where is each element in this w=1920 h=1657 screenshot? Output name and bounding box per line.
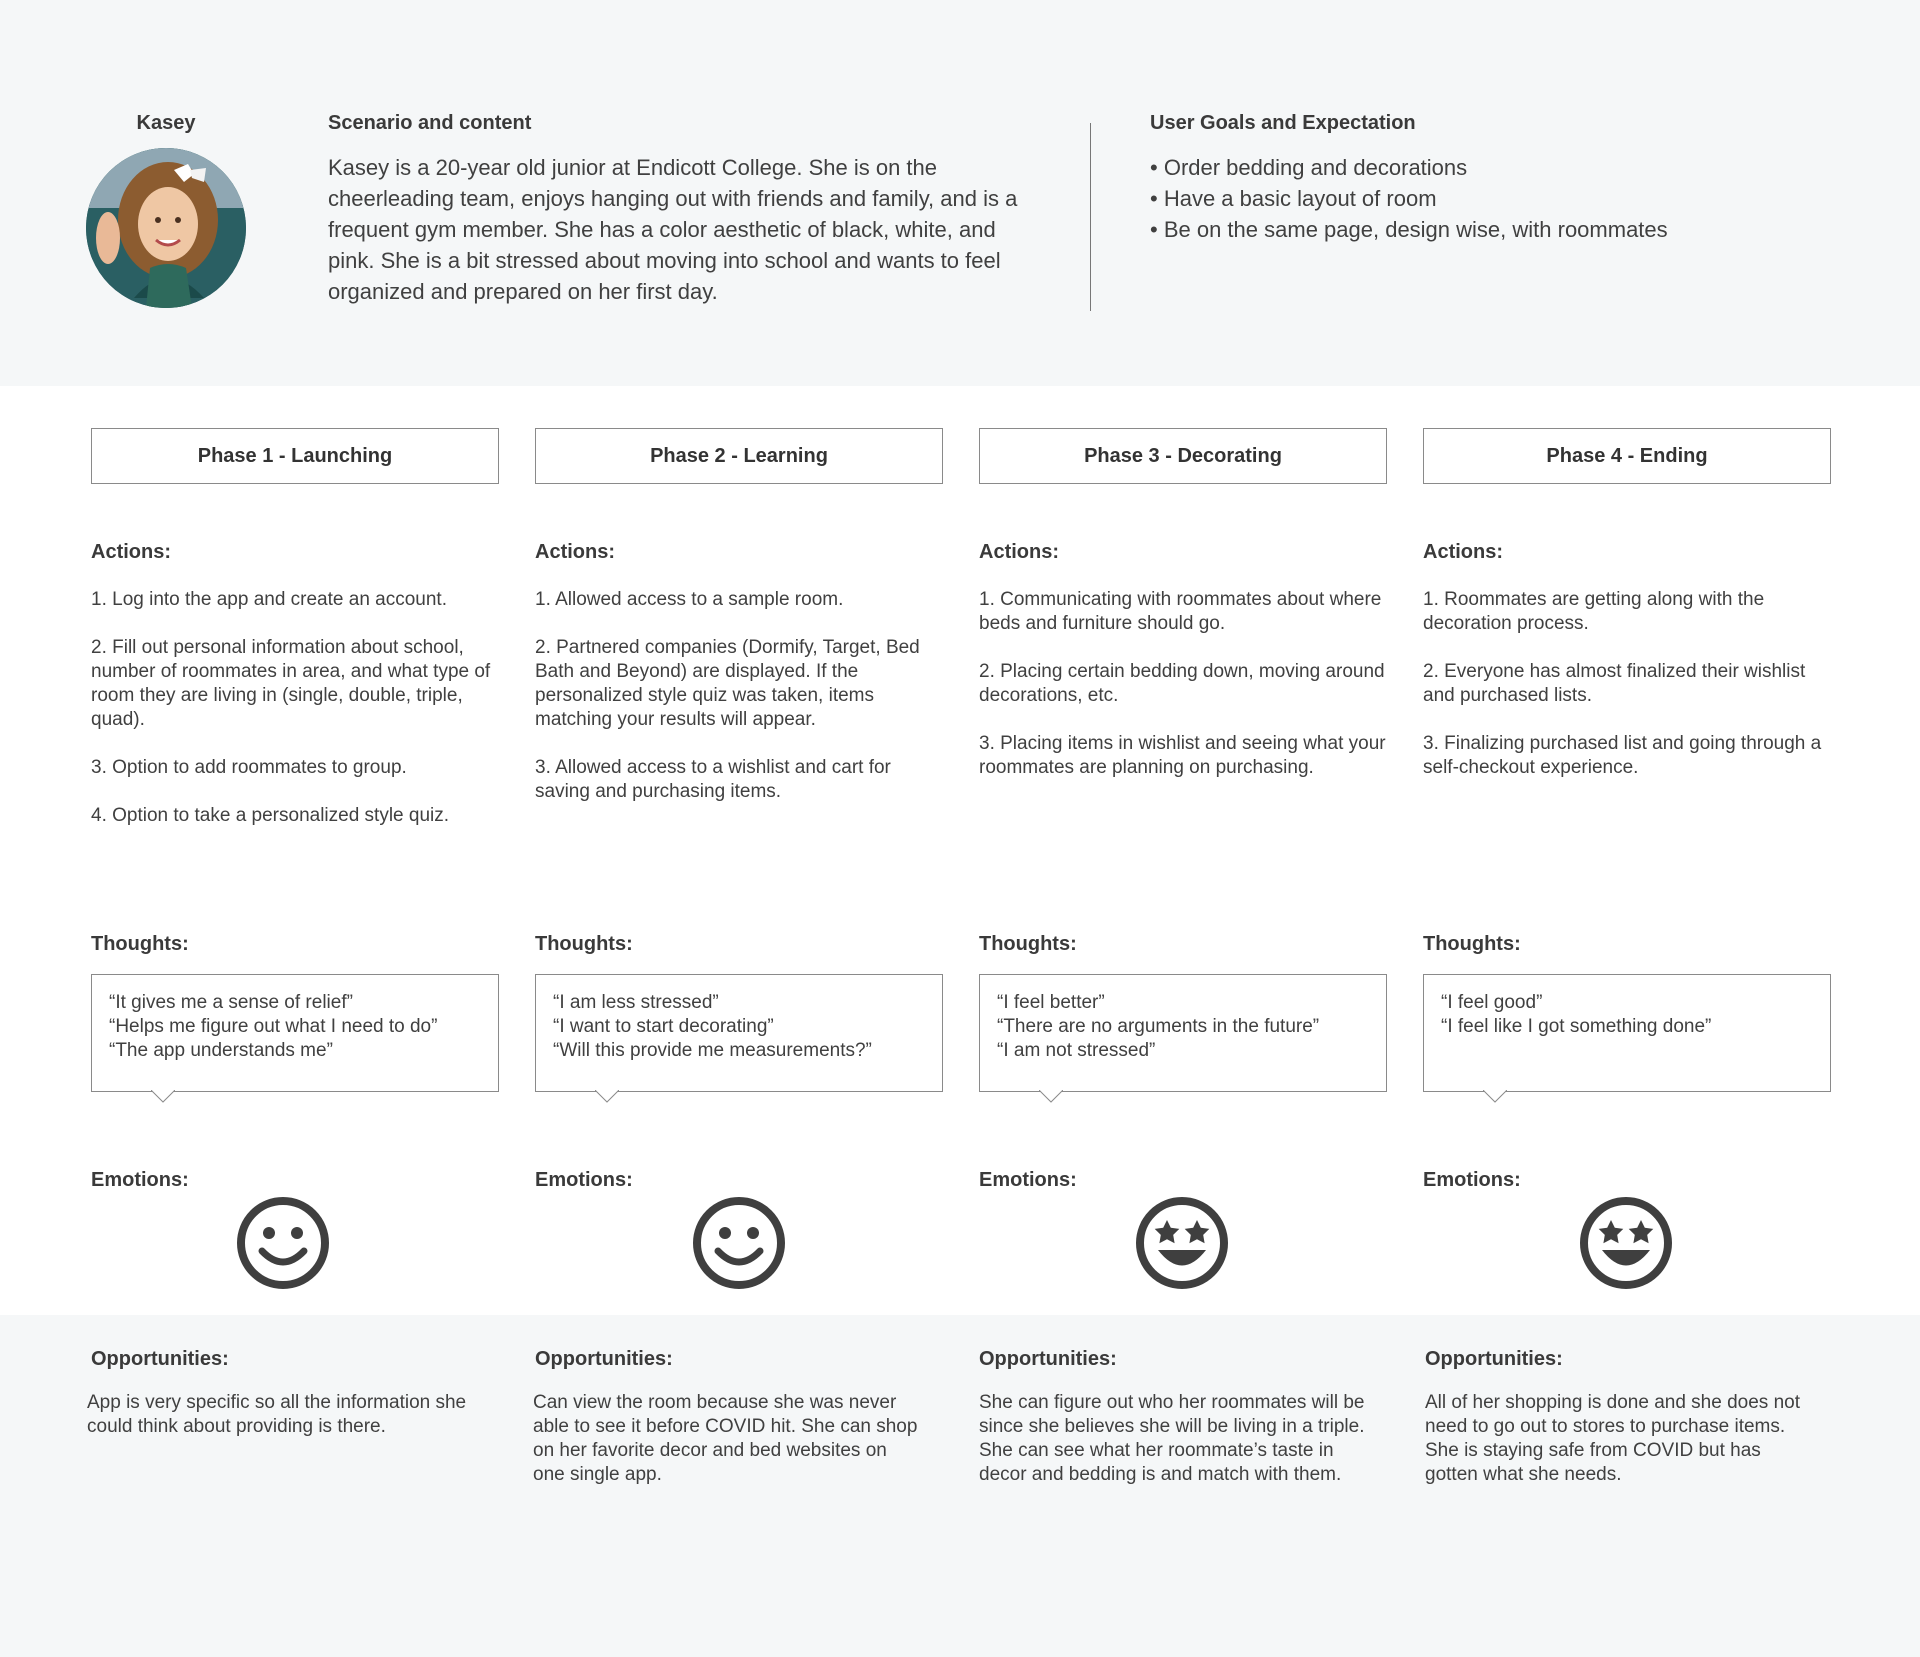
opportunities-label: Opportunities: [1425,1348,1563,1370]
action-item: 2. Partnered companies (Dormify, Target, Bed Bath and Beyond) are displayed. If the personalized style quiz was taken, items matching your results will appear. [535,637,920,730]
phase-title: Phase 1 - Launching [91,428,499,484]
action-item: 2. Fill out personal information about school, number of roommates in area, and what type of room they are living in (single, double, triple, quad). [91,637,491,730]
star-struck-icon [1134,1195,1230,1291]
opportunities-label: Opportunities: [91,1348,229,1370]
action-item: 1. Allowed access to a sample room. [535,589,844,610]
action-item: 3. Option to add roommates to group. [91,757,407,778]
emotions-label: Emotions: [979,1169,1077,1191]
actions-label: Actions: [1423,541,1503,563]
thought-line: “I am not stressed” [997,1040,1156,1061]
action-item: 2. Everyone has almost finalized their wishlist and purchased lists. [1423,661,1806,706]
goal-item: • Be on the same page, design wise, with roommates [1150,214,1850,245]
action-item: 3. Placing items in wishlist and seeing what your roommates are planning on purchasing. [979,733,1386,778]
thought-line: “I feel better” [997,992,1105,1013]
thought-line: “The app understands me” [109,1040,333,1061]
goal-item: • Order bedding and decorations [1150,152,1850,183]
actions-label: Actions: [535,541,615,563]
opportunities-label: Opportunities: [535,1348,673,1370]
thought-line: “I am less stressed” [553,992,719,1013]
bubble-tail [1483,1090,1507,1104]
action-item: 1. Log into the app and create an account. [91,589,447,610]
opportunity-text: She can figure out who her roommates will be since she believes she will be living in a triple. She can see what her roommate’s taste in decor and bedding is and match with them. [979,1392,1365,1485]
phase-title: Phase 4 - Ending [1423,428,1831,484]
thoughts-label: Thoughts: [1423,933,1521,955]
persona-name: Kasey [136,112,196,134]
thought-line: “Helps me figure out what I need to do” [109,1016,438,1037]
phase-title: Phase 2 - Learning [535,428,943,484]
opportunities-label: Opportunities: [979,1348,1117,1370]
thoughts-label: Thoughts: [91,933,189,955]
action-item: 2. Placing certain bedding down, moving around decorations, etc. [979,661,1385,706]
actions-list [535,588,945,828]
actions-label: Actions: [91,541,171,563]
goal-item: • Have a basic layout of room [1150,183,1850,214]
thought-bubble [1423,974,1831,1092]
emotions-label: Emotions: [535,1169,633,1191]
thought-line: “I feel good” [1441,992,1543,1013]
opportunity-text: All of her shopping is done and she does not need to go out to stores to purchase items. She is staying safe from COVID but has gotten what she needs. [1425,1392,1800,1485]
scenario-text: Kasey is a 20-year old junior at Endicott College. She is on the cheerleading team, enjoys hanging out with friends and family, and is a frequent gym member. She has a color aesthetic of black, white, and pink. She is a bit stressed about moving into school and wants to feel organized and prepared on her first day. [328,155,1018,304]
phase-column-3 [979,0,1387,1657]
thought-bubble [979,974,1387,1092]
phase-column-1 [87,0,499,1657]
bubble-tail [151,1090,175,1104]
action-item: 3. Allowed access to a wishlist and cart for saving and purchasing items. [535,757,891,802]
phase-column-4 [1423,0,1831,1657]
phase-title: Phase 3 - Decorating [979,428,1387,484]
thought-line: “There are no arguments in the future” [997,1016,1320,1037]
thought-line: “I want to start decorating” [553,1016,774,1037]
scenario-heading: Scenario and content [328,112,532,134]
bubble-tail [1039,1090,1063,1104]
thought-line: “I feel like I got something done” [1441,1016,1712,1037]
action-item: 1. Roommates are getting along with the decoration process. [1423,589,1765,634]
thoughts-label: Thoughts: [979,933,1077,955]
actions-list [1423,588,1833,804]
bubble-tail [595,1090,619,1104]
action-item: 1. Communicating with roommates about where beds and furniture should go. [979,589,1382,634]
star-struck-icon [1578,1195,1674,1291]
thought-line: “It gives me a sense of relief” [109,992,353,1013]
thought-line: “Will this provide me measurements?” [553,1040,872,1061]
actions-label: Actions: [979,541,1059,563]
phase-column-2 [535,0,943,1657]
action-item: 3. Finalizing purchased list and going through a self-checkout experience. [1423,733,1822,778]
actions-list [91,588,501,852]
thought-bubble [91,974,499,1092]
emotions-label: Emotions: [1423,1169,1521,1191]
opportunity-text: App is very specific so all the information she could think about providing is there. [87,1392,467,1437]
action-item: 4. Option to take a personalized style quiz. [91,805,450,826]
actions-list [979,588,1389,804]
thoughts-label: Thoughts: [535,933,633,955]
opportunity-text: Can view the room because she was never able to see it before COVID hit. She can shop on her favorite decor and bed websites on one single app. [533,1392,918,1485]
smile-icon [691,1195,787,1291]
emotions-label: Emotions: [91,1169,189,1191]
thought-bubble [535,974,943,1092]
smile-icon [235,1195,331,1291]
goals-heading: User Goals and Expectation [1150,112,1416,134]
